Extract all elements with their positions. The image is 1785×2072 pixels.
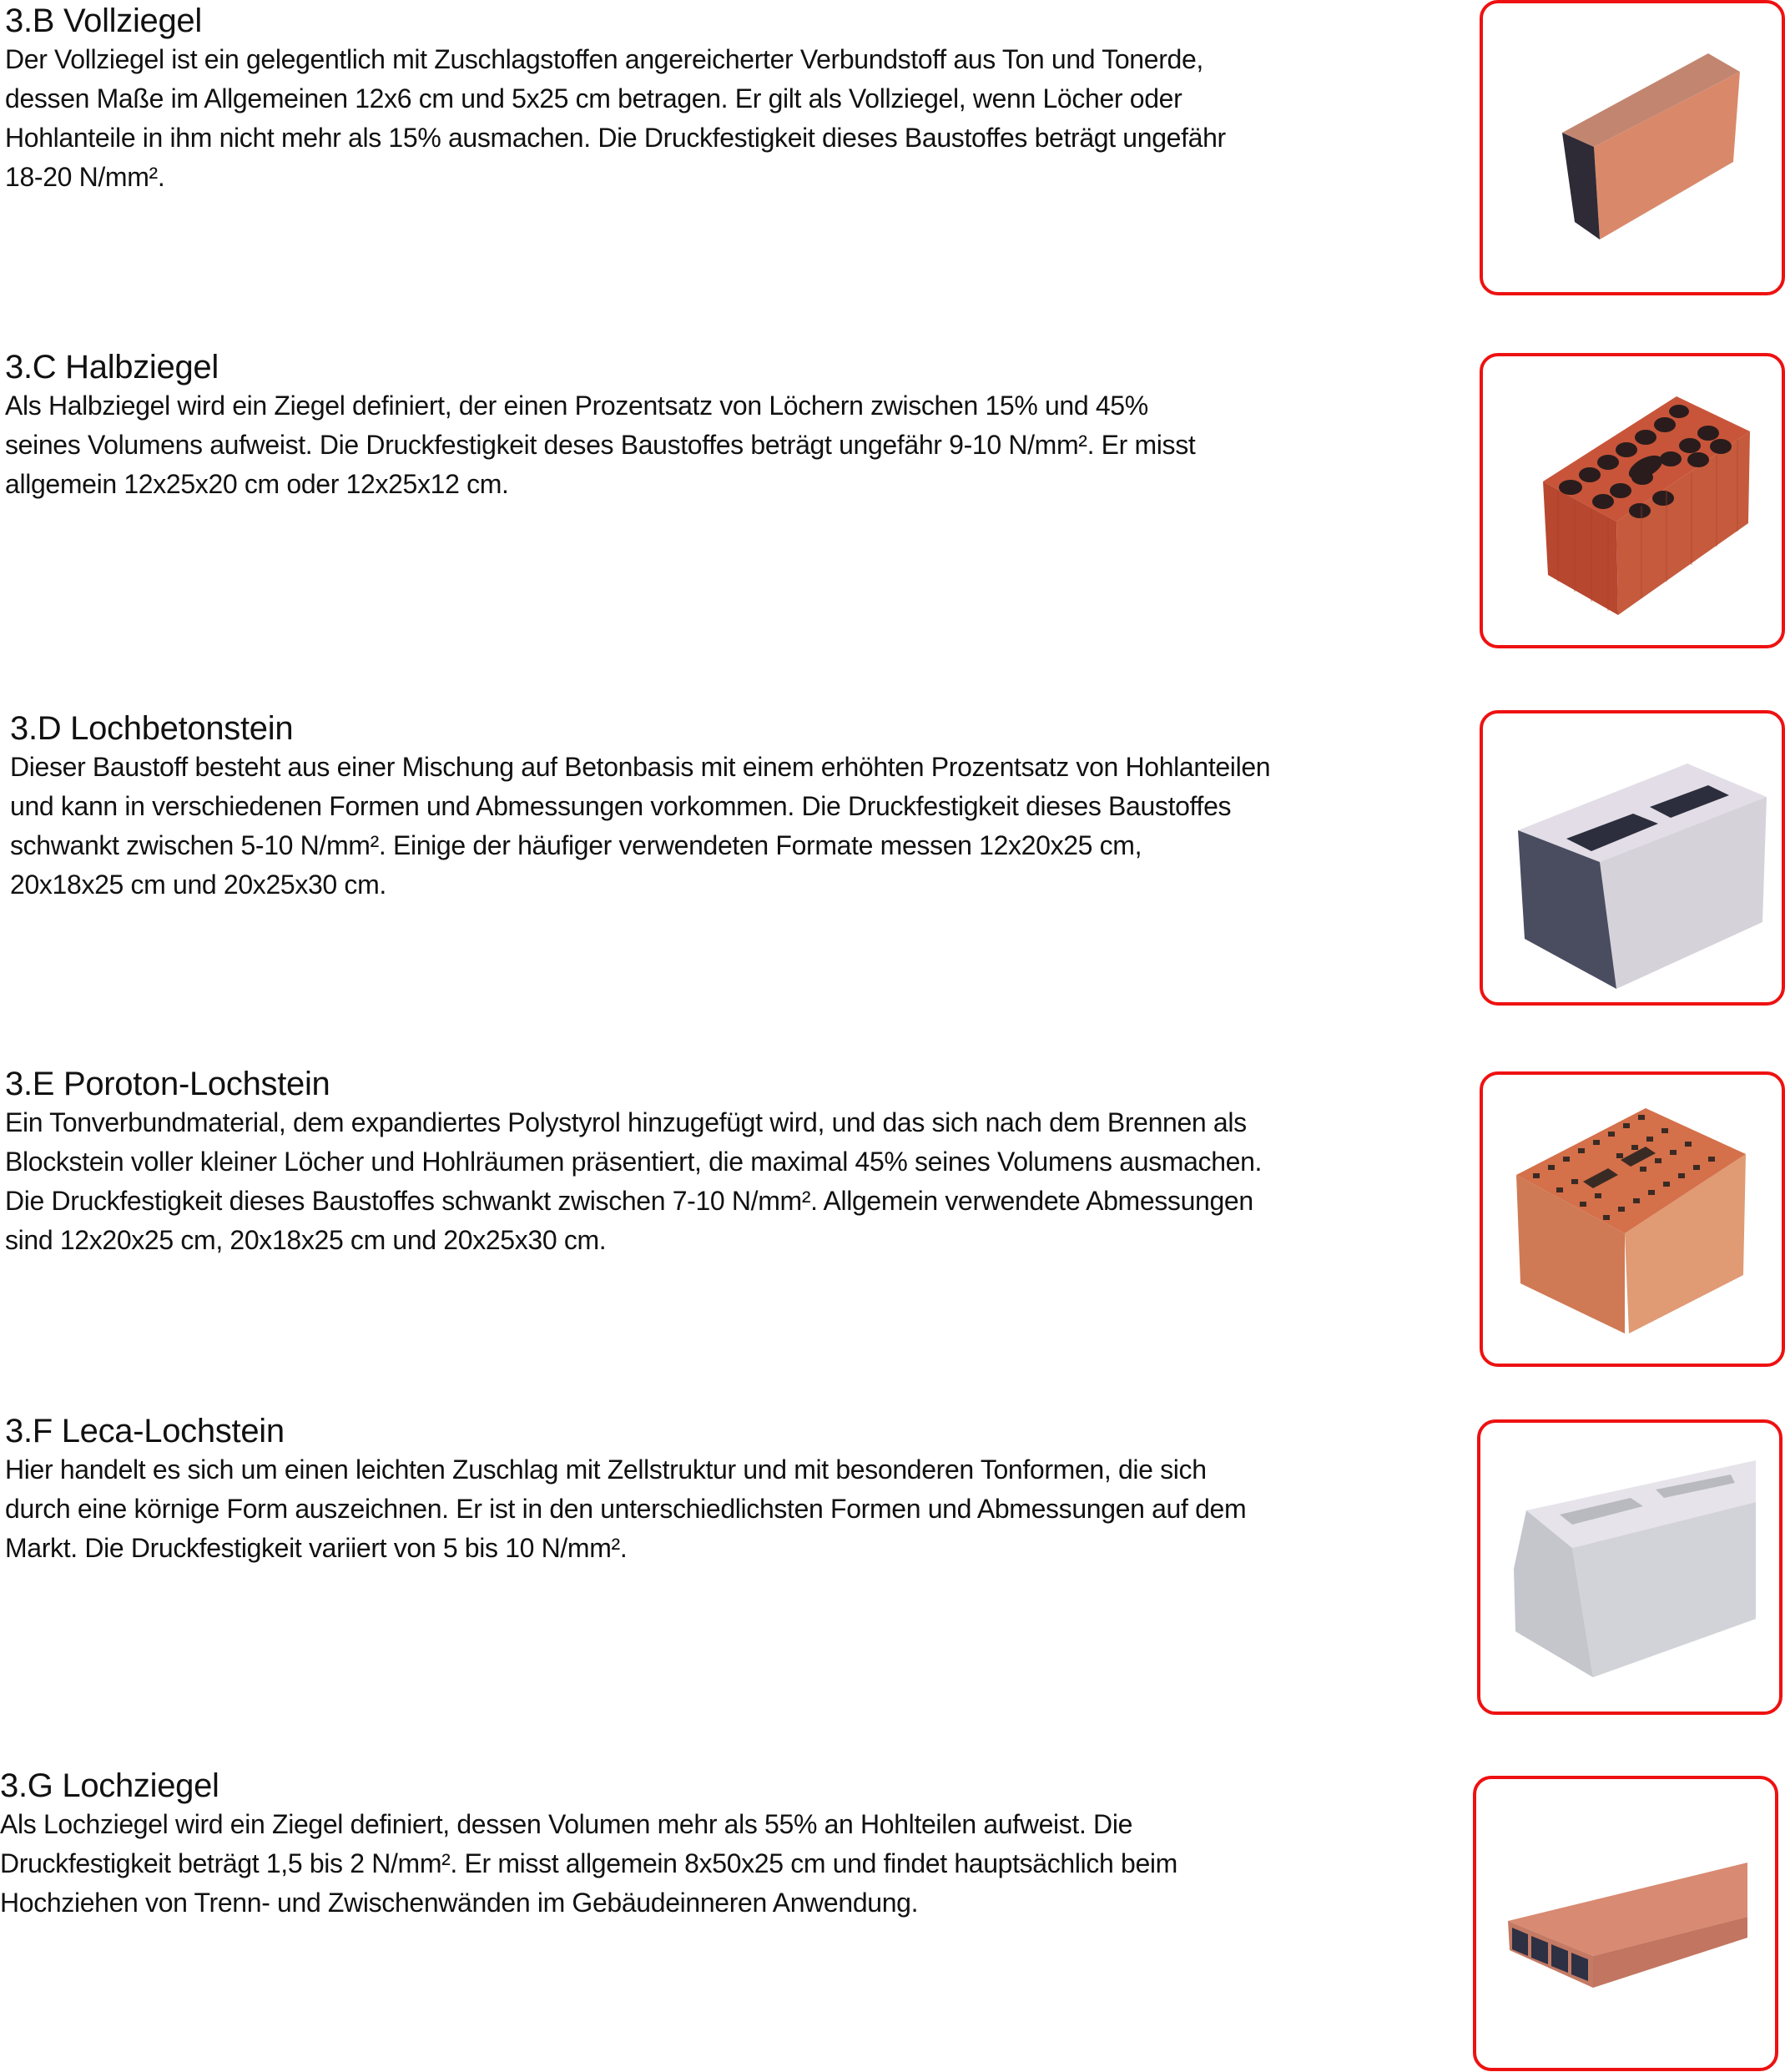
section-title: 3.C Halbziegel: [5, 349, 219, 386]
section-text: [0, 1805, 1435, 1923]
leca-block-image: [1480, 1423, 1779, 1712]
solid-brick-image: [1483, 3, 1782, 292]
image-frame-lochziegel: [1473, 1776, 1778, 2071]
text-line: Blockstein voller kleiner Löcher und Hohlräumen präsentiert, die maximal 45% seines Volumens ausmachen.: [5, 1147, 1263, 1177]
perforated-brick-image: [1483, 356, 1782, 645]
text-line: durch eine körnige Form auszeichnen. Er ist in den unterschiedlichsten Formen und Abmessungen auf dem: [5, 1494, 1247, 1524]
text-line: Als Lochziegel wird ein Ziegel definiert, dessen Volumen mehr als 55% an Hohlteilen aufweist. Die: [0, 1809, 1133, 1839]
text-line: Als Halbziegel wird ein Ziegel definiert, der einen Prozentsatz von Löchern zwischen 15% und 45%: [5, 391, 1148, 421]
text-line: Druckfestigkeit beträgt 1,5 bis 2 N/mm². Er misst allgemein 8x50x25 cm und findet hauptsächlich beim: [0, 1848, 1177, 1878]
section-title: 3.B Vollziegel: [5, 3, 202, 39]
section-title: 3.E Poroton-Lochstein: [5, 1066, 330, 1102]
hollow-tile-image: [1476, 1779, 1775, 2068]
text-line: allgemein 12x25x20 cm oder 12x25x12 cm.: [5, 469, 509, 499]
section-poroton-lochstein: [5, 1065, 1440, 1260]
text-line: Dieser Baustoff besteht aus einer Mischung auf Betonbasis mit einem erhöhten Prozentsatz von Hohlanteilen: [10, 752, 1271, 782]
text-line: Hochziehen von Trenn- und Zwischenwänden im Gebäudeinneren Anwendung.: [0, 1888, 919, 1918]
section-halbziegel: [5, 348, 1440, 504]
text-line: Die Druckfestigkeit dieses Baustoffes schwankt zwischen 7-10 N/mm². Allgemein verwendete Abmessungen: [5, 1186, 1253, 1216]
image-frame-halbziegel: [1480, 353, 1785, 648]
image-frame-leca: [1477, 1419, 1782, 1715]
text-line: 18-20 N/mm².: [5, 162, 165, 192]
text-line: dessen Maße im Allgemeinen 12x6 cm und 5x25 cm betragen. Er gilt als Vollziegel, wenn Löcher oder: [5, 83, 1182, 113]
text-line: seines Volumens aufweist. Die Druckfestigkeit deses Baustoffes beträgt ungefähr 9-10 N/mm². Er misst: [5, 430, 1196, 460]
section-text: [10, 748, 1445, 905]
section-lochziegel: [0, 1767, 1435, 1923]
poroton-block-image: [1483, 1075, 1782, 1364]
text-line: Hier handelt es sich um einen leichten Zuschlag mit Zellstruktur und mit besonderen Tonformen, die sich: [5, 1454, 1207, 1485]
text-line: schwankt zwischen 5-10 N/mm². Einige der häufiger verwendeten Formate messen 12x20x25 cm,: [10, 830, 1142, 860]
text-line: Hohlanteile in ihm nicht mehr als 15% ausmachen. Die Druckfestigkeit dieses Baustoffes beträgt ungefähr: [5, 123, 1226, 153]
text-line: Ein Tonverbundmaterial, dem expandiertes Polystyrol hinzugefügt wird, und das sich nach dem Brennen als: [5, 1107, 1247, 1137]
section-vollziegel: [5, 2, 1440, 197]
section-leca-lochstein: [5, 1412, 1440, 1568]
section-text: [5, 1450, 1440, 1568]
section-title: 3.F Leca-Lochstein: [5, 1413, 285, 1449]
section-text: [5, 40, 1440, 197]
section-lochbetonstein: [10, 709, 1445, 905]
image-frame-vollziegel: [1480, 0, 1785, 295]
text-line: und kann in verschiedenen Formen und Abmessungen vorkommen. Die Druckfestigkeit dieses Baustoffes: [10, 791, 1232, 821]
text-line: sind 12x20x25 cm, 20x18x25 cm und 20x25x30 cm.: [5, 1225, 607, 1255]
concrete-block-image: [1483, 713, 1782, 1002]
image-frame-lochbetonstein: [1480, 710, 1785, 1006]
section-title: 3.G Lochziegel: [0, 1767, 219, 1804]
text-line: Markt. Die Druckfestigkeit variiert von 5 bis 10 N/mm².: [5, 1533, 628, 1563]
text-line: Der Vollziegel ist ein gelegentlich mit Zuschlagstoffen angereicherter Verbundstoff aus Ton und Tonerde,: [5, 44, 1203, 74]
text-line: 20x18x25 cm und 20x25x30 cm.: [10, 870, 386, 900]
section-title: 3.D Lochbetonstein: [10, 710, 294, 747]
image-frame-poroton: [1480, 1071, 1785, 1367]
section-text: [5, 1103, 1440, 1260]
section-text: [5, 386, 1440, 504]
